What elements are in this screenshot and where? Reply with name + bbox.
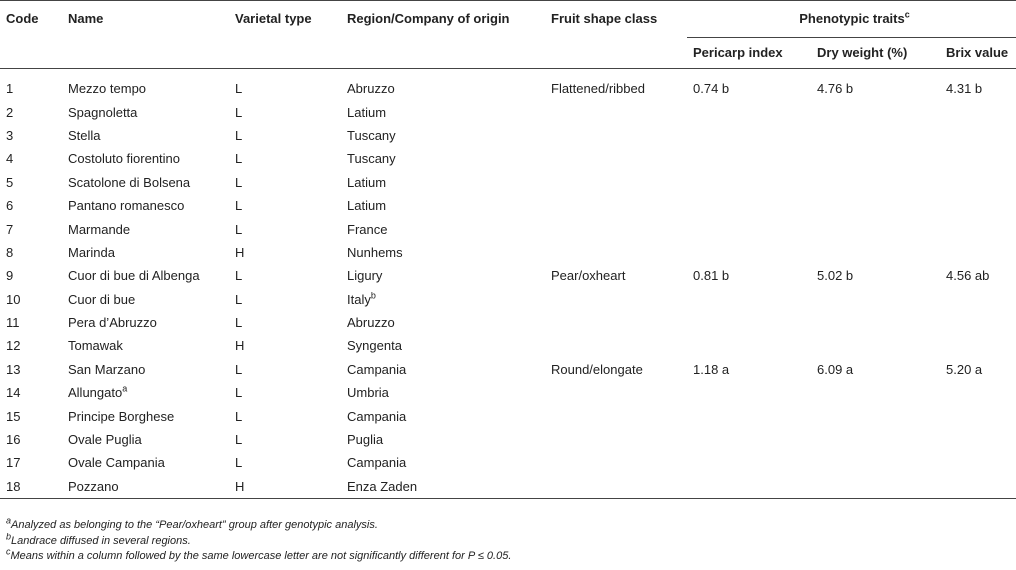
cell-pericarp: [687, 334, 811, 357]
table-row: [0, 147, 1016, 170]
cell-code: 14: [6, 385, 21, 401]
cell-brix: 4.31 b: [946, 81, 983, 97]
header-brix: Brix value: [946, 45, 1009, 60]
cell-dry-weight: [811, 124, 940, 147]
table-row: [0, 381, 1016, 404]
cell-dry-weight: 4.76 b: [817, 81, 854, 97]
cell-name: Tomawak: [68, 338, 123, 354]
cell-code: 8: [6, 244, 14, 260]
cell-fruit-shape: [545, 124, 687, 147]
cell-dry-weight: [811, 475, 940, 499]
table-row: [0, 194, 1016, 217]
cell-brix: [940, 171, 1016, 194]
cell-varietal-type: L: [235, 151, 243, 167]
cell-pericarp: [687, 428, 811, 451]
cell-varietal-type: H: [235, 338, 245, 354]
cell-name: San Marzano: [68, 361, 146, 377]
footnote-a: $^a$Analyzed as belonging to the “Pear/oxheart” group after genotypic analysis.: [6, 515, 378, 531]
table-row: [0, 100, 1016, 123]
table-row: [0, 241, 1016, 264]
cell-fruit-shape: Flattened/ribbed: [551, 81, 645, 97]
cell-varietal-type: L: [235, 198, 243, 214]
cell-fruit-shape: [545, 475, 687, 499]
cell-varietal-type: H: [235, 244, 245, 260]
header-phenotypic-label: Phenotypic traits: [799, 11, 905, 26]
cell-pericarp: [687, 241, 811, 264]
cell-dry-weight: [811, 147, 940, 170]
cell-region: Tuscany: [347, 127, 396, 143]
cell-dry-weight: 5.02 b: [817, 268, 854, 284]
cell-varietal-type: L: [235, 291, 243, 307]
cell-fruit-shape: [545, 100, 687, 123]
header-pericarp: Pericarp index: [693, 45, 783, 60]
cell-brix: [940, 334, 1016, 357]
header-name: Name: [68, 11, 104, 26]
cell-name: Ovale Puglia: [68, 432, 142, 448]
cell-name: Scatolone di Bolsena: [68, 174, 191, 190]
table-row: [0, 124, 1016, 147]
cell-region: Abruzzo: [347, 81, 395, 97]
cell-pericarp: [687, 147, 811, 170]
cell-region: Syngenta: [347, 338, 402, 354]
cell-region: Abruzzo: [347, 315, 395, 331]
cell-pericarp: [687, 451, 811, 474]
cell-pericarp: [687, 100, 811, 123]
table-row: [0, 264, 1016, 287]
header-region: Region/Company of origin: [347, 11, 510, 26]
cell-pericarp: [687, 404, 811, 427]
cell-dry-weight: [811, 171, 940, 194]
cell-code: 5: [6, 174, 14, 190]
cell-dry-weight: [811, 311, 940, 334]
cell-fruit-shape: [545, 311, 687, 334]
cell-pericarp: [687, 217, 811, 240]
table-row: [0, 451, 1016, 474]
table-row: [0, 428, 1016, 451]
cell-brix: [940, 124, 1016, 147]
cell-name: Pozzano: [68, 478, 119, 494]
cell-dry-weight: [811, 334, 940, 357]
table-row: [0, 358, 1016, 381]
table-row: [0, 217, 1016, 240]
cell-varietal-type: H: [235, 478, 245, 494]
cell-fruit-shape: [545, 381, 687, 404]
cell-fruit-shape: [545, 288, 687, 311]
footnote-mark: b: [370, 290, 376, 301]
cell-code: 15: [6, 408, 21, 424]
cell-name: Pera d’Abruzzo: [68, 315, 157, 331]
header-row-1: [0, 1, 1016, 38]
cell-name: Cuor di bue di Albenga: [68, 268, 200, 284]
cell-fruit-shape: Round/elongate: [551, 361, 643, 377]
cell-pericarp: [687, 194, 811, 217]
cell-name: Allungato$^a$: [68, 383, 128, 401]
table-row: [0, 69, 1016, 101]
cell-name: Spagnoletta: [68, 104, 138, 120]
header-phenotypic-sup: c: [904, 9, 910, 20]
cell-code: 4: [6, 151, 14, 167]
cell-code: 13: [6, 361, 21, 377]
cell-fruit-shape: [545, 404, 687, 427]
cell-fruit-shape: [545, 171, 687, 194]
cell-varietal-type: L: [235, 174, 243, 190]
cell-pericarp: 0.74 b: [693, 81, 730, 97]
cell-dry-weight: [811, 217, 940, 240]
cell-varietal-type: L: [235, 81, 243, 97]
cell-brix: [940, 288, 1016, 311]
cell-code: 12: [6, 338, 21, 354]
cell-dry-weight: [811, 381, 940, 404]
cell-region: Puglia: [347, 432, 384, 448]
cell-pericarp: [687, 171, 811, 194]
cell-region: Tuscany: [347, 151, 396, 167]
cell-varietal-type: L: [235, 104, 243, 120]
cell-region: Enza Zaden: [347, 478, 418, 494]
cell-fruit-shape: Pear/oxheart: [551, 268, 626, 284]
cell-code: 7: [6, 221, 14, 237]
cell-brix: [940, 381, 1016, 404]
footnote-mark: a: [122, 383, 128, 394]
cell-pericarp: [687, 311, 811, 334]
cell-fruit-shape: [545, 334, 687, 357]
cell-code: 1: [6, 81, 14, 97]
cell-dry-weight: [811, 404, 940, 427]
cell-dry-weight: 6.09 a: [817, 361, 854, 377]
cell-brix: 4.56 ab: [946, 268, 990, 284]
cell-fruit-shape: [545, 147, 687, 170]
cell-brix: [940, 147, 1016, 170]
cell-brix: 5.20 a: [946, 361, 983, 377]
cell-name: Principe Borghese: [68, 408, 175, 424]
cell-code: 9: [6, 268, 14, 284]
cell-brix: [940, 241, 1016, 264]
cell-dry-weight: [811, 194, 940, 217]
header-varietal-type: Varietal type: [235, 11, 312, 26]
footnote-c: $^c$Means within a column followed by the same lowercase letter are not significantly different for P ≤ 0.05.: [6, 546, 512, 562]
table-body: [0, 69, 1016, 499]
header-phenotypic-traits: [687, 1, 1016, 38]
cell-dry-weight: [811, 451, 940, 474]
footnotes: [6, 515, 512, 565]
cell-pericarp: [687, 475, 811, 499]
cell-name: Costoluto fiorentino: [68, 151, 181, 167]
cell-region: Campania: [347, 455, 407, 471]
cell-varietal-type: L: [235, 408, 243, 424]
cell-region: Latium: [347, 198, 387, 214]
cell-code: 2: [6, 104, 14, 120]
header-dry-weight: Dry weight (%): [817, 45, 908, 60]
cell-fruit-shape: [545, 451, 687, 474]
cell-name: Pantano romanesco: [68, 198, 185, 214]
cell-brix: [940, 451, 1016, 474]
cell-dry-weight: [811, 241, 940, 264]
cell-fruit-shape: [545, 428, 687, 451]
cell-region: Campania: [347, 408, 407, 424]
cell-varietal-type: L: [235, 385, 243, 401]
cell-pericarp: 1.18 a: [693, 361, 730, 377]
cell-varietal-type: L: [235, 315, 243, 331]
table-row: [0, 334, 1016, 357]
cell-name: Mezzo tempo: [68, 81, 147, 97]
cell-region: Latium: [347, 104, 387, 120]
cell-brix: [940, 404, 1016, 427]
cell-pericarp: [687, 288, 811, 311]
cell-varietal-type: L: [235, 432, 243, 448]
cell-region: Ligury: [347, 268, 383, 284]
cell-code: 10: [6, 291, 21, 307]
cell-brix: [940, 428, 1016, 451]
cell-varietal-type: L: [235, 455, 243, 471]
cell-region: Umbria: [347, 385, 389, 401]
table-row: [0, 475, 1016, 499]
cell-varietal-type: L: [235, 127, 243, 143]
cell-dry-weight: [811, 428, 940, 451]
cell-code: 11: [6, 315, 20, 331]
cell-name: Marinda: [68, 244, 115, 260]
cell-region: Latium: [347, 174, 387, 190]
cell-pericarp: 0.81 b: [693, 268, 730, 284]
cell-region: Campania: [347, 361, 407, 377]
cell-fruit-shape: [545, 217, 687, 240]
table-row: [0, 171, 1016, 194]
cell-pericarp: [687, 381, 811, 404]
cell-name: Marmande: [68, 221, 131, 237]
cell-code: 6: [6, 198, 14, 214]
table-row: [0, 404, 1016, 427]
cell-fruit-shape: [545, 241, 687, 264]
cell-name: Ovale Campania: [68, 455, 165, 471]
footnote-b: $^b$Landrace diffused in several regions.: [6, 530, 191, 547]
cell-brix: [940, 100, 1016, 123]
cell-dry-weight: [811, 288, 940, 311]
cell-brix: [940, 475, 1016, 499]
cell-region: Nunhems: [347, 244, 403, 260]
cell-varietal-type: L: [235, 268, 243, 284]
table-row: [0, 311, 1016, 334]
cell-code: 18: [6, 478, 21, 494]
cell-varietal-type: L: [235, 221, 243, 237]
cell-region: France: [347, 221, 388, 237]
cell-dry-weight: [811, 100, 940, 123]
cell-pericarp: [687, 124, 811, 147]
cell-region: Italy$^b$: [347, 290, 376, 307]
cell-brix: [940, 217, 1016, 240]
cell-code: 3: [6, 127, 14, 143]
header-code: Code: [6, 11, 39, 26]
cell-code: 16: [6, 432, 21, 448]
cell-code: 17: [6, 455, 21, 471]
cell-name: Cuor di bue: [68, 291, 136, 307]
table-row: [0, 288, 1016, 311]
cell-fruit-shape: [545, 194, 687, 217]
cell-brix: [940, 311, 1016, 334]
header-fruit-shape: Fruit shape class: [551, 11, 658, 26]
cell-varietal-type: L: [235, 361, 243, 377]
cell-name: Stella: [68, 127, 101, 143]
cell-brix: [940, 194, 1016, 217]
